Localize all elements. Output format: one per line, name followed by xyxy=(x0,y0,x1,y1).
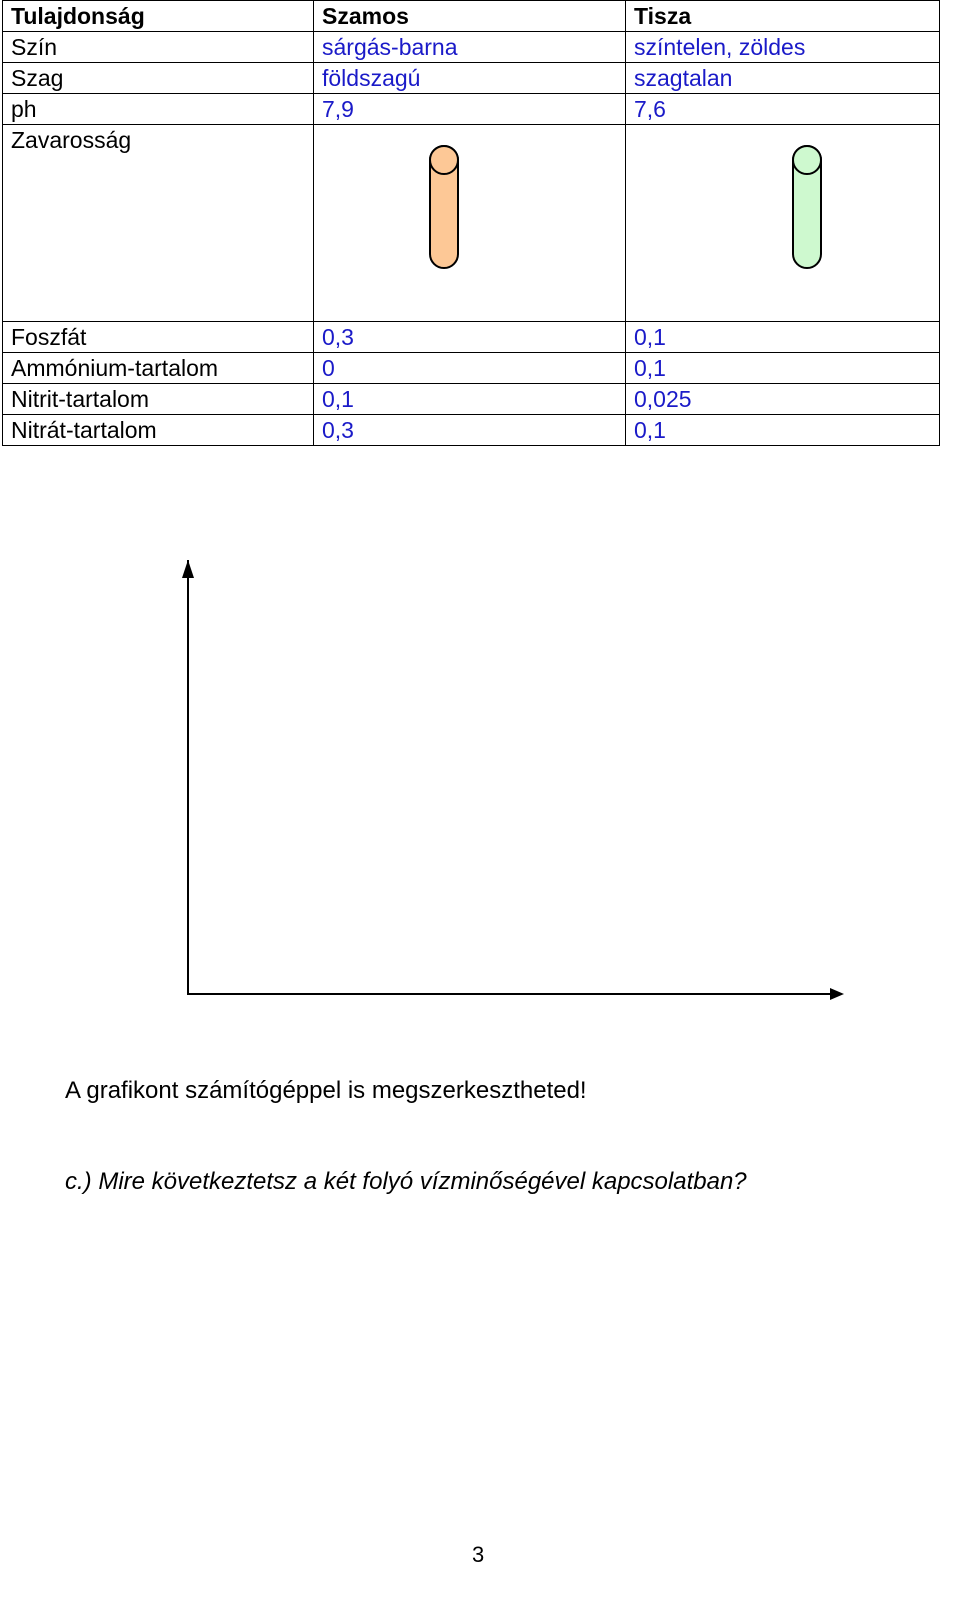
szamos-value: 0,1 xyxy=(314,384,626,415)
property-label: ph xyxy=(3,94,314,125)
tisza-value: szagtalan xyxy=(626,63,940,94)
szamos-value: 0,3 xyxy=(314,415,626,446)
tisza-value: 0,025 xyxy=(626,384,940,415)
tisza-value: 7,6 xyxy=(626,94,940,125)
question-c: c.) Mire következtetsz a két folyó vízminőségével kapcsolatban? xyxy=(65,1168,747,1195)
tisza-value: 0,1 xyxy=(626,415,940,446)
property-label: Zavarosság xyxy=(3,125,314,322)
header-cell: Szamos xyxy=(314,1,626,32)
szamos-value: 7,9 xyxy=(314,94,626,125)
property-label: Ammónium-tartalom xyxy=(3,353,314,384)
szamos-value: földszagú xyxy=(314,63,626,94)
tisza-value: 0,1 xyxy=(626,353,940,384)
property-label: Nitrát-tartalom xyxy=(3,415,314,446)
graph-note: A grafikont számítógéppel is megszerkesztheted! xyxy=(65,1077,587,1104)
header-cell: Tulajdonság xyxy=(3,1,314,32)
x-axis-arrowhead xyxy=(830,988,844,1000)
szamos-value: sárgás-barna xyxy=(314,32,626,63)
szamos-value: 0,3 xyxy=(314,322,626,353)
property-label: Foszfát xyxy=(3,322,314,353)
property-label: Szín xyxy=(3,32,314,63)
header-cell: Tisza xyxy=(626,1,940,32)
property-label: Szag xyxy=(3,63,314,94)
page-number: 3 xyxy=(472,1542,485,1567)
property-label: Nitrit-tartalom xyxy=(3,384,314,415)
y-axis-arrowhead xyxy=(182,560,194,578)
szamos-value: 0 xyxy=(314,353,626,384)
tisza-value: színtelen, zöldes xyxy=(626,32,940,63)
tisza-value: 0,1 xyxy=(626,322,940,353)
